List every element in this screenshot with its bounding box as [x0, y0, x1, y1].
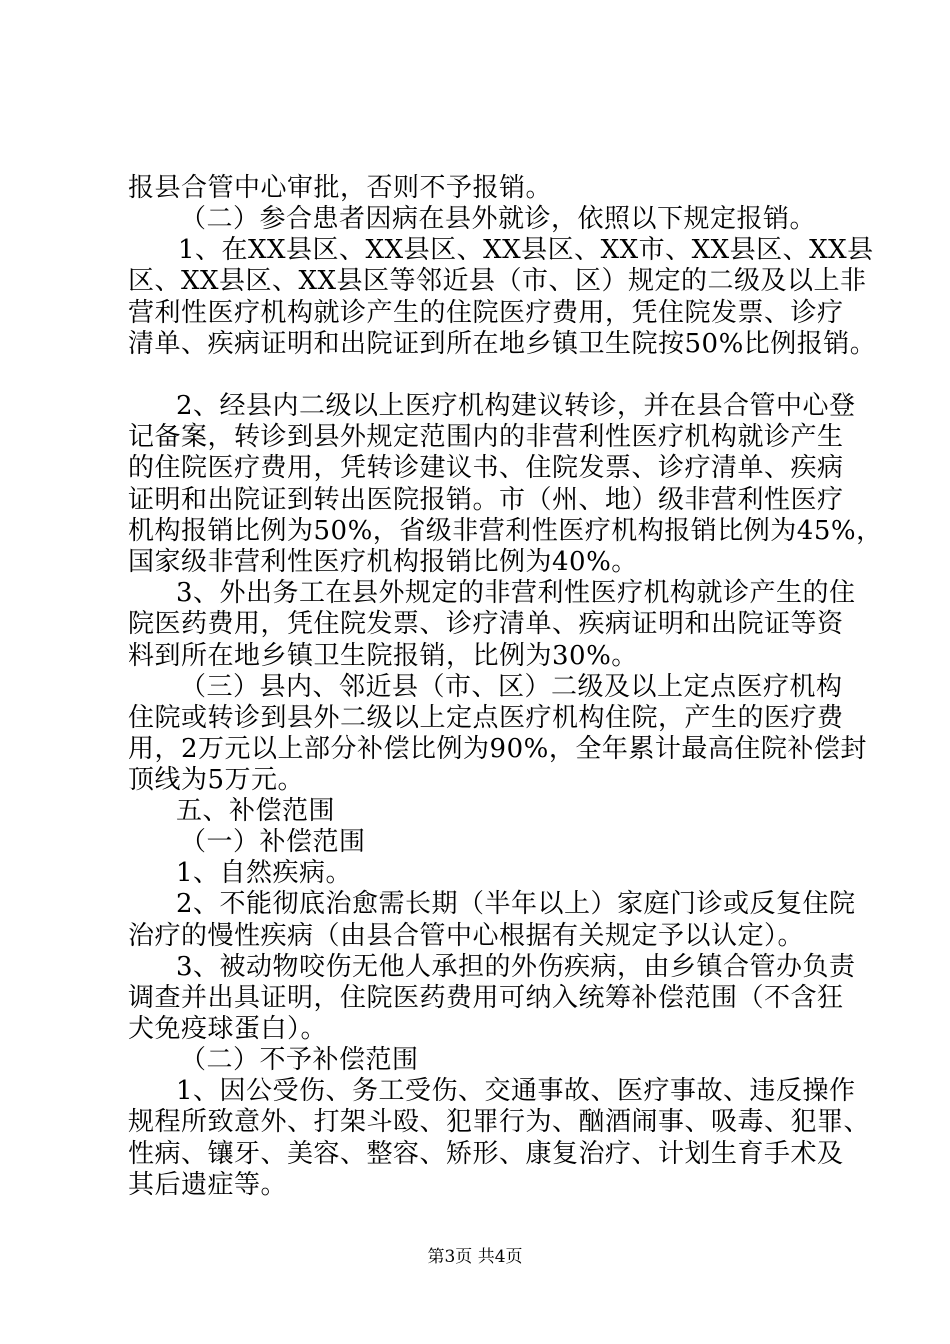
text-line: 报县合管中心审批，否则不予报销。	[128, 173, 553, 203]
text-line: 2、不能彻底治愈需长期（半年以上）家庭门诊或反复住院	[176, 889, 856, 919]
text-line: 治疗的慢性疾病（由县合管中心根据有关规定予以认定）。	[128, 921, 805, 951]
text-line: 调查并出具证明，住院医药费用可纳入统筹补偿范围（不含狂	[128, 983, 844, 1013]
text-line: 机构报销比例为50%，省级非营利性医疗机构报销比例为45%，	[128, 516, 883, 546]
subsection-heading: （一）补偿范围	[180, 827, 366, 857]
text-line: 住院或转诊到县外二级以上定点医疗机构住院，产生的医疗费	[128, 703, 844, 733]
text-line: 清单、疾病证明和出院证到所在地乡镇卫生院按50%比例报销。	[128, 329, 877, 359]
text-line: 3、被动物咬伤无他人承担的外伤疾病，由乡镇合管办负责	[176, 952, 856, 982]
text-line: 其后遗症等。	[128, 1170, 288, 1200]
text-line: 的住院医疗费用，凭转诊建议书、住院发票、诊疗清单、疾病	[128, 453, 844, 483]
text-line: 营利性医疗机构就诊产生的住院医疗费用，凭住院发票、诊疗	[128, 298, 844, 328]
text-line: 规程所致意外、打架斗殴、犯罪行为、酗酒闹事、吸毒、犯罪、	[128, 1107, 871, 1137]
text-line: 1、在XX县区、XX县区、XX县区、XX市、XX县区、XX县	[178, 235, 874, 265]
text-line: 院医药费用，凭住院发票、诊疗清单、疾病证明和出院证等资	[128, 609, 844, 639]
text-line: 3、外出务工在县外规定的非营利性医疗机构就诊产生的住	[176, 578, 856, 608]
text-line: 1、自然疾病。	[176, 858, 353, 888]
text-line: 料到所在地乡镇卫生院报销，比例为30%。	[128, 641, 638, 671]
text-line: 用，2万元以上部分补偿比例为90%，全年累计最高住院补偿封	[128, 734, 867, 764]
text-line: 2、经县内二级以上医疗机构建议转诊，并在县合管中心登	[176, 391, 856, 421]
text-line: 国家级非营利性医疗机构报销比例为40%。	[128, 547, 638, 577]
text-line: 记备案，转诊到县外规定范围内的非营利性医疗机构就诊产生	[128, 422, 844, 452]
subsection-heading: （二）不予补偿范围	[180, 1045, 419, 1075]
text-line: （二）参合患者因病在县外就诊，依照以下规定报销。	[180, 204, 817, 234]
section-heading: 五、补偿范围	[176, 796, 336, 826]
text-line: 1、因公受伤、务工受伤、交通事故、医疗事故、违反操作	[176, 1076, 856, 1106]
text-line: 犬免疫球蛋白）。	[128, 1014, 328, 1044]
text-line: 性病、镶牙、美容、整容、矫形、康复治疗、计划生育手术及	[128, 1139, 844, 1169]
text-line: （三）县内、邻近县（市、区）二级及以上定点医疗机构	[180, 672, 843, 702]
text-line: 证明和出院证到转出医院报销。市（州、地）级非营利性医疗	[128, 485, 844, 515]
page-number-footer: 第3页 共4页	[427, 1247, 523, 1267]
text-line: 顶线为5万元。	[128, 765, 305, 795]
text-line: 区、XX县区、XX县区等邻近县（市、区）规定的二级及以上非	[128, 266, 867, 296]
